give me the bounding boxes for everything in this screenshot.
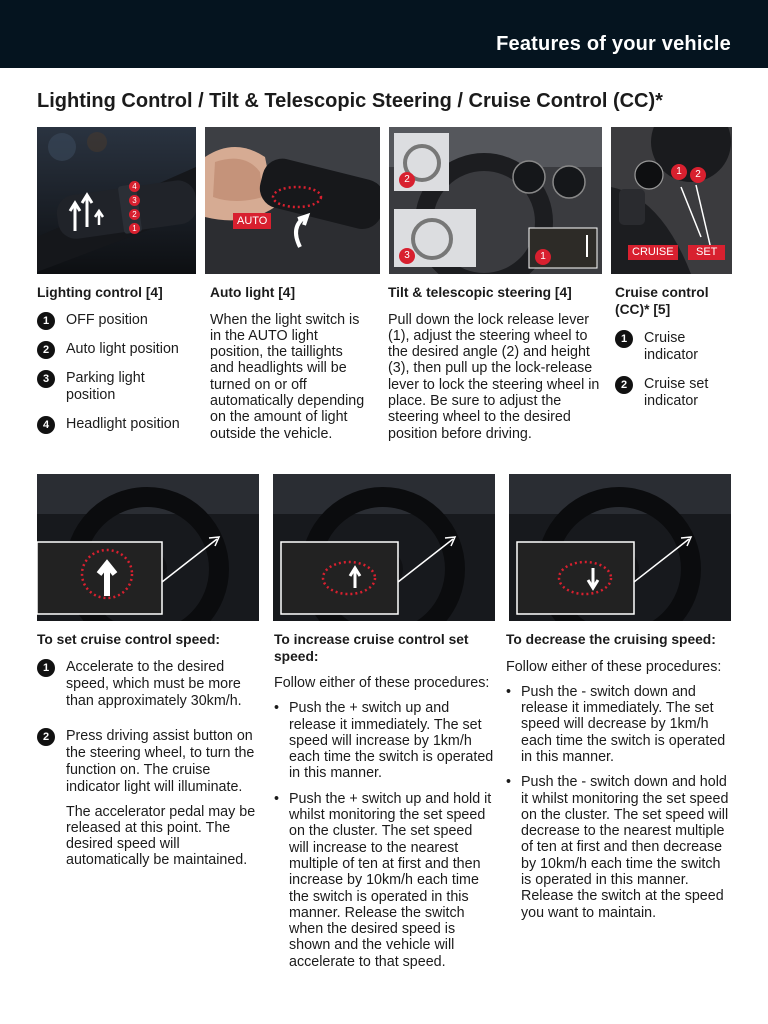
cruise-control-photo [611,127,732,274]
stalk-num-3: 3 [129,195,140,206]
set-speed-note: The accelerator pedal may be released at this point. The desired speed will automatically be maintained. [66,803,256,869]
set-speed-heading: To set cruise control speed: [37,632,220,647]
cruise-list [615,330,737,410]
lighting-section [37,285,202,445]
decrease-speed-photo [509,474,731,621]
list-item: 2 Cruise set indicator [615,376,737,410]
lighting-heading: Lighting control [4] [37,285,163,300]
increase-bullets [274,700,496,970]
increase-intro: Follow either of these procedures: [274,675,490,691]
increase-speed-photo [273,474,495,621]
tilt-heading: Tilt & telescopic steering [4] [388,285,572,300]
decrease-heading: To decrease the cruising speed: [506,632,716,647]
stalk-num-1: 1 [129,223,140,234]
set-speed-list [37,659,259,796]
decrease-section [506,632,730,930]
decrease-bullets [506,684,730,921]
stalk-num-4: 4 [129,181,140,192]
list-item: • Push the + switch up and hold it whilst monitoring the set speed on the cluster. The set speed will increase to the nearest multiple of ten at first and then increase by 10km/h each time the switch is operated in this manner. Release the switch when the desired speed is shown and the vehicle will accelerate to that speed. [274,791,496,970]
header-bar [0,0,768,68]
cruise-num-1: 1 [671,164,687,180]
increase-heading: To increase cruise control set speed: [274,632,469,664]
auto-light-photo [205,127,380,274]
steering-num-3: 3 [399,248,415,264]
tilt-body: Pull down the lock release lever (1), adjust the steering wheel to the desired angle (2) and height (3), then pull up the lock-release lever to lock the steering wheel in place. Be sure to adjust the steering wheel to the desired position before driving. [388,311,600,442]
cruise-num-2: 2 [690,167,706,183]
list-item: • Push the - switch down and release it immediately. The set speed will decrease by 1km/h each time the switch is operated in this manner. [506,684,730,765]
section-title: Features of your vehicle [496,33,731,55]
list-item: 1 OFF position [37,312,202,329]
auto-light-body: When the light switch is in the AUTO light position, the taillights and headlights will be turned on or off automatically depending on the amount of light outside the vehicle. [210,311,365,442]
tilt-section [388,285,602,442]
decrease-intro: Follow either of these procedures: [506,658,722,675]
list-item: 1 Cruise indicator [615,330,737,364]
tilt-steering-photo [389,127,602,274]
lighting-stalk-photo [37,127,196,274]
list-item: • Push the + switch up and release it immediately. The set speed will increase by 1km/h each time the switch is operated in this manner. [274,700,496,781]
set-tag: SET [688,245,725,260]
set-speed-photo [37,474,259,621]
cruise-section [615,285,737,422]
stalk-num-2: 2 [129,209,140,220]
list-item: 4 Headlight position [37,416,202,433]
set-speed-section [37,632,259,869]
cruise-heading: Cruise control (CC)* [5] [615,285,709,317]
list-item: 2 Auto light position [37,341,202,358]
steering-num-2: 2 [399,172,415,188]
auto-light-section [210,285,370,442]
list-item: 2 Press driving assist button on the steering wheel, to turn the function on. The cruise indicator light will illuminate. [37,728,259,796]
auto-light-heading: Auto light [4] [210,285,296,300]
auto-tag: AUTO [233,213,271,229]
list-item: 1 Accelerate to the desired speed, which must be more than approximately 30km/h. [37,659,259,710]
page-title: Lighting Control / Tilt & Telescopic Steering / Cruise Control (CC)* [37,90,663,112]
lighting-list [37,312,202,433]
list-item: • Push the - switch down and hold it whilst monitoring the set speed on the cluster. The set speed will decrease to the nearest multiple of ten at first and then decrease by 10km/h each time the switch is operated in this manner. Release the switch at the speed you want to maintain. [506,774,730,921]
increase-section [274,632,496,979]
steering-num-1: 1 [535,249,551,265]
list-item: 3 Parking light position [37,370,202,404]
cruise-tag: CRUISE [628,245,678,260]
